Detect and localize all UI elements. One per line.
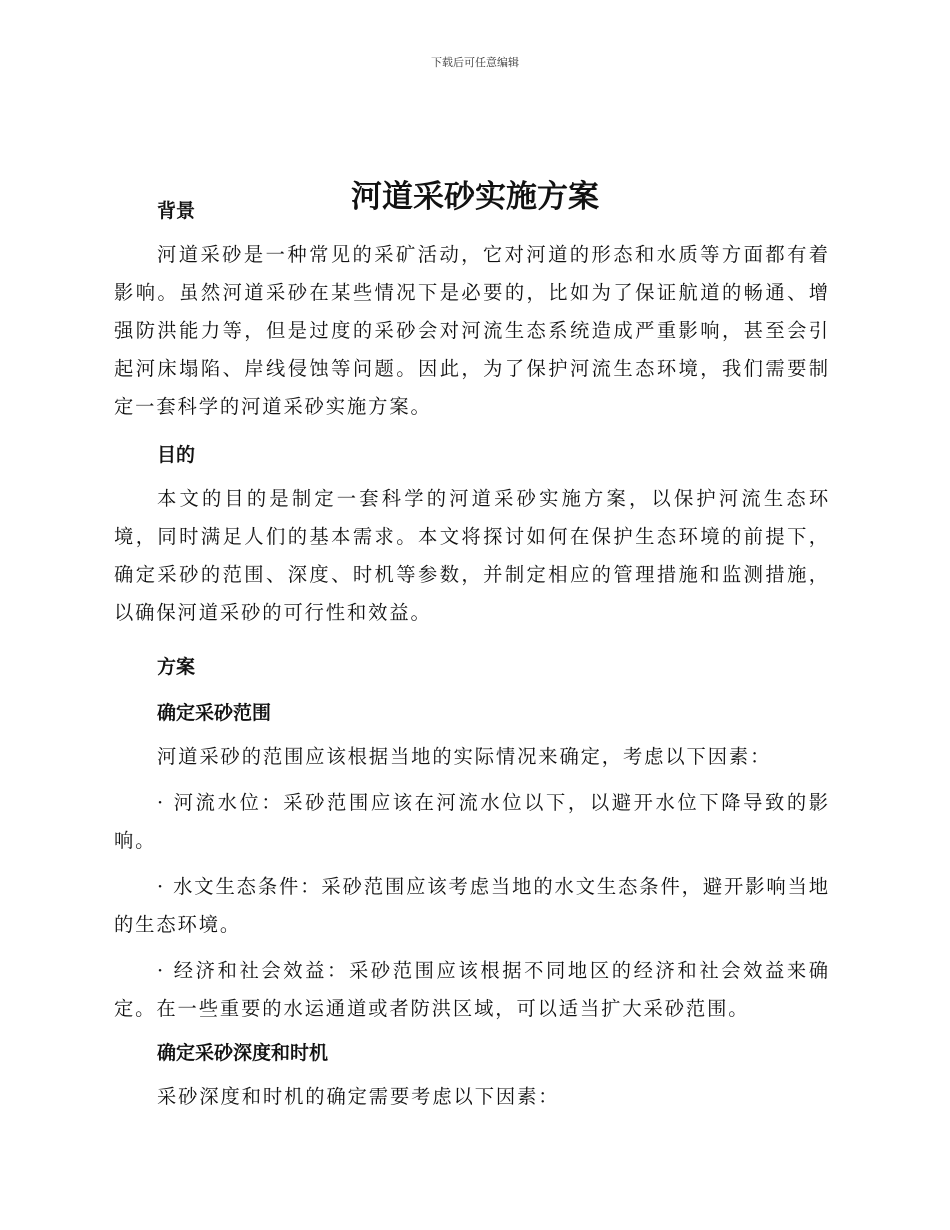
document-body xyxy=(114,196,830,1116)
purpose-paragraph: 本文的目的是制定一套科学的河道采砂实施方案，以保护河流生态环境，同时满足人们的基本需求。本文将探讨如何在保护生态环境的前提下，确定采砂的范围、深度、时机等参数，并制定相应的管理措施和监测措施，以确保河道采砂的可行性和效益。 xyxy=(114,487,830,624)
subsection-heading-depth-timing: 确定采砂深度和时机 xyxy=(157,1042,329,1064)
scope-intro-paragraph: 河道采砂的范围应该根据当地的实际情况来确定，考虑以下因素： xyxy=(157,745,772,768)
scope-item-economic-social: · 经济和社会效益：采砂范围应该根据不同地区的经济和社会效益来确定。在一些重要的水运通道或者防洪区域，可以适当扩大采砂范围。 xyxy=(114,959,830,1020)
section-heading-purpose: 目的 xyxy=(157,444,196,466)
page-header-note: 下载后可任意编辑 xyxy=(431,56,519,69)
scope-item-hydro-ecology: · 水文生态条件：采砂范围应该考虑当地的水文生态条件，避开影响当地的生态环境。 xyxy=(114,875,830,936)
scope-item-water-level: · 河流水位：采砂范围应该在河流水位以下，以避开水位下降导致的影响。 xyxy=(114,791,830,852)
subsection-heading-scope: 确定采砂范围 xyxy=(157,702,272,724)
background-paragraph: 河道采砂是一种常见的采矿活动，它对河道的形态和水质等方面都有着影响。虽然河道采砂在某些情况下是必要的，比如为了保证航道的畅通、增强防洪能力等，但是过度的采砂会对河流生态系统造成严重影响，甚至会引起河床塌陷、岸线侵蚀等问题。因此，为了保护河流生态环境，我们需要制定一套科学的河道采砂实施方案。 xyxy=(114,243,830,418)
document-title: 河道采砂实施方案 xyxy=(351,178,599,215)
depth-intro-paragraph: 采砂深度和时机的确定需要考虑以下因素： xyxy=(157,1085,560,1108)
section-heading-background: 背景 xyxy=(157,200,196,222)
section-heading-plan: 方案 xyxy=(157,656,196,678)
